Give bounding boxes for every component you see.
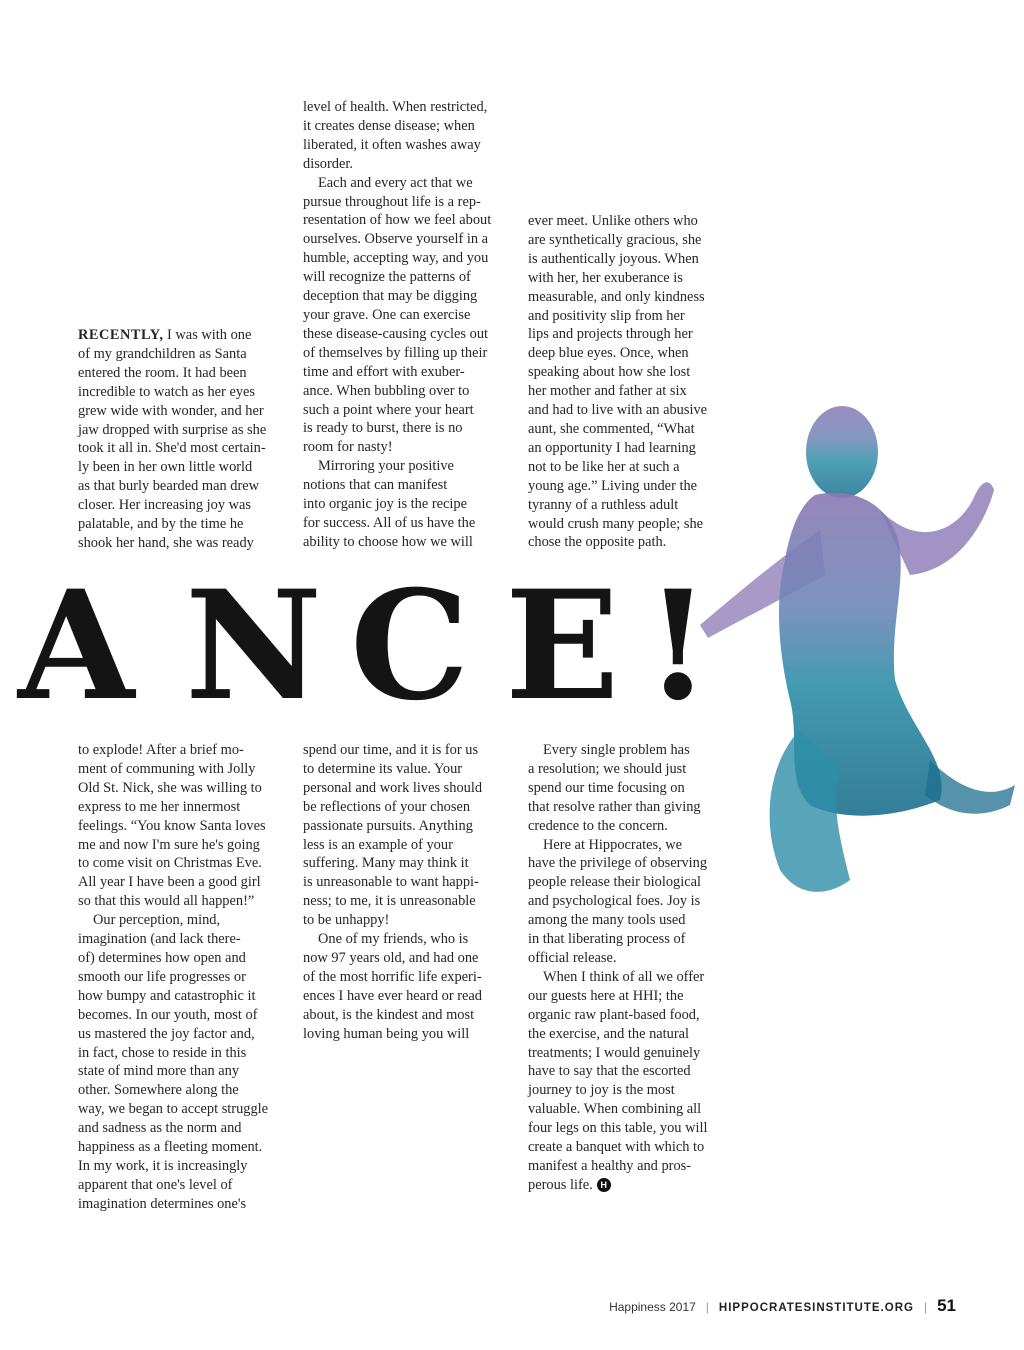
- headline-letter: !: [645, 558, 711, 734]
- hippocrates-end-mark-icon: H: [597, 1178, 611, 1192]
- paragraph: ever meet. Unlike others who are synthetically gracious, she is authentically joyous. When with her, her exuberance is measurable, and only kindness and positivity slip from her lips and projects through her deep blue eyes. Once, when speaking about how she lost her mother and father at six and had to live with an abusive aunt, she commented, “What an opportunity I had learning not to be like her at such a young age.” Living under the tyranny of a ruthless adult would crush many people; she chose the opposite path.: [528, 213, 708, 551]
- article-column-top-1: [78, 326, 292, 553]
- headline-letter: A: [18, 558, 135, 734]
- lead-word: RECENTLY,: [78, 327, 164, 343]
- website-link[interactable]: HIPPOCRATESINSTITUTE.ORG: [718, 1302, 914, 1314]
- paragraph: [528, 968, 742, 1195]
- page-footer: [609, 1296, 956, 1316]
- paragraph: Our perception, mind, imagination (and lack there- of) determines how open and smooth our life progresses or how bumpy and catastrophic it becomes. In our youth, most of us mastered the joy factor and, in fact, chose to reside in this state of mind more than any other. Somewhere along the way, we began to accept struggle and sadness as the norm and happiness as a fleeting moment. In my work, it is increasingly apparent that one's level of imagination determines one's: [78, 912, 269, 1212]
- paragraph: [78, 326, 292, 553]
- dancing-woman-photo: [690, 400, 1024, 910]
- article-column-bottom-2: [303, 741, 517, 1044]
- paragraph: One of my friends, who is now 97 years old, and had one of the most horrific life experi- ences I have ever heard or read about, is the kindest and most loving human being you will: [303, 931, 482, 1042]
- headline-letter: C: [350, 558, 470, 734]
- footer-divider: |: [705, 1300, 709, 1314]
- paragraph: to explode! After a brief mo- ment of communing with Jolly Old St. Nick, she was willing to express to me her innermost feelings. “You know Santa loves me and now I'm sure he's going to come visit on Christmas Eve. All year I have been a good girl so that this would all happen!”: [78, 742, 266, 910]
- footer-divider: |: [923, 1300, 928, 1314]
- paragraph-text: I was with one of my grandchildren as Santa entered the room. It had been incredible to watch as her eyes grew wide with wonder, and her jaw dropped with surprise as she took it all in. She'd most certain- ly been in her own little world as that burly bearded man drew closer. Her increasing joy was palatable, and by the time he shook her hand, she was ready: [78, 327, 267, 551]
- paragraph-text: When I think of all we offer our guests here at HHI; the organic raw plant-based food, the exercise, and the natural treatments; I would genuinely have to say that the escorted journey to joy is the most valuable. When combining all four legs on this table, you will create a banquet with which to manifest a healthy and pros- perous life.: [528, 968, 708, 1193]
- article-column-top-2: [303, 98, 517, 552]
- paragraph: Every single problem has a resolution; we should just spend our time focusing on that resolve rather than giving credence to the concern.: [528, 742, 701, 834]
- paragraph: spend our time, and it is for us to determine its value. Your personal and work lives should be reflections of your chosen passionate pursuits. Anything less is an example of your suffering. Many may think it is unreasonable to want happi- ness; to me, it is unreasonable to be unhappy!: [303, 742, 483, 929]
- paragraph: Mirroring your positive notions that can manifest into organic joy is the recipe for success. All of us have the ability to choose how we will: [303, 458, 476, 550]
- paragraph: Here at Hippocrates, we have the privilege of observing people release their biological and psychological foes. Joy is among the many tools used in that liberating process of official release.: [528, 836, 708, 966]
- headline-letter: E: [505, 558, 620, 734]
- paragraph: level of health. When restricted, it creates dense disease; when liberated, it often washes away disorder.: [303, 99, 488, 172]
- issue-label: Happiness 2017: [609, 1300, 696, 1314]
- paragraph: Each and every act that we pursue throughout life is a rep- resentation of how we feel about ourselves. Observe yourself in a humble, accepting way, and you will recognize the patterns of deception that may be digging your grave. One can exercise these disease-causing cycles out of themselves by filling up their time and effort with exuber- ance. When bubbling over to such a point where your heart is ready to burst, there is no room for nasty!: [303, 174, 492, 456]
- article-column-bottom-1: [78, 741, 292, 1214]
- page-number: 51: [937, 1296, 956, 1315]
- headline-letter: N: [185, 558, 323, 734]
